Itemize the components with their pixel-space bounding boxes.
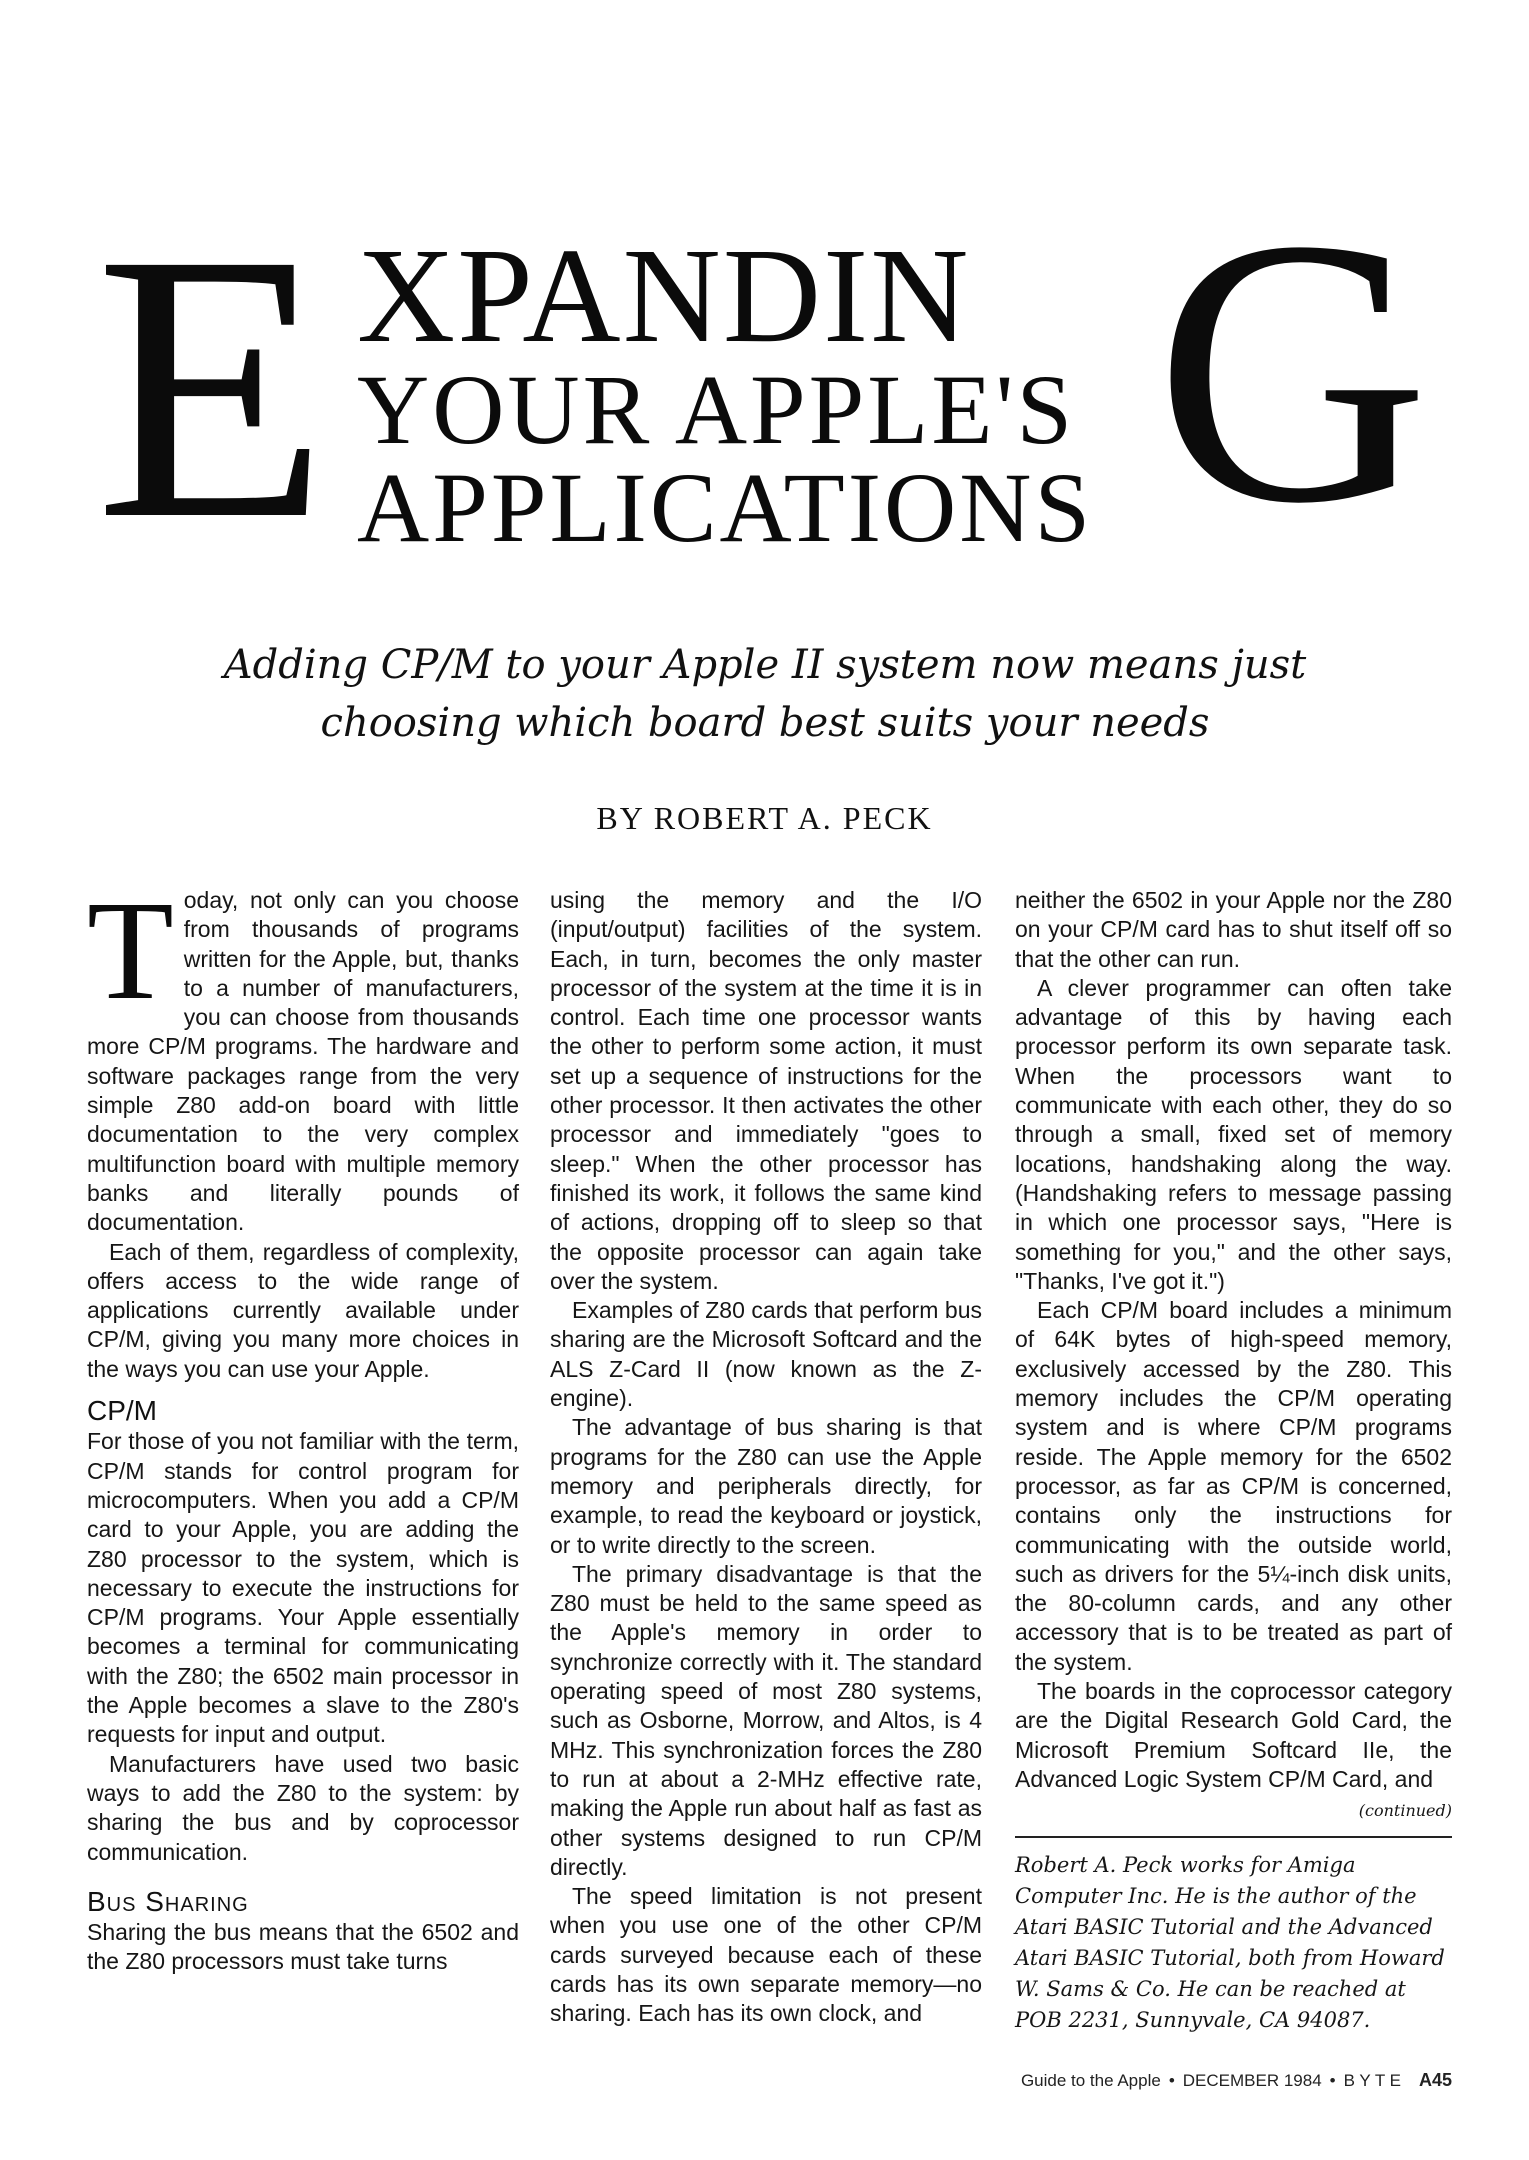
paragraph: Each of them, regardless of complexity, offers access to the wide range of applications currently available under CP/M, giving you many more choices in the ways you can use your Apple. [87,1238,519,1382]
paragraph: The primary disadvantage is that the Z80 must be held to the same speed as the Apple's memory in order to synchronize correctly with it. The standard operating speed of most Z80 systems, such as Osborne, Morrow, and Altos, is 4 MHz. This synchronization forces the Z80 to run at about a 2-MHz effective rate, making the Apple run about half as fast as other systems designed to run CP/M directly. [550,1560,982,1880]
paragraph: Examples of Z80 cards that perform bus sharing are the Microsoft Softcard and the ALS Z-Card II (now known as the Z-engine). [550,1297,982,1412]
footer-section: Guide to the Apple [1020,2071,1161,2090]
separator-dot: • [1168,2071,1175,2090]
paragraph: Each CP/M board includes a minimum of 64K bytes of high-speed memory, exclusively accessed by the Z80. This memory includes the CP/M operating system and is where CP/M programs reside. The Apple memory for the 6502 processor, as far as CP/M is concerned, contains only the instructions for communicating with the outside world, such as drivers for the 5¼-inch disk units, the 80-column cards, and any other accessory that is to be treated as part of the system. [1015,1297,1452,1675]
article-subtitle: Adding CP/M to your Apple II system now means just choosing which board best suits your needs [223,642,1307,746]
article-title [95,161,1455,598]
section-heading-cpm: CP/M [87,1395,157,1427]
paragraph: For those of you not familiar with the term, CP/M stands for control program for microcomputers. When you add a CP/M card to your Apple, you are adding the Z80 processor to the system, which is necessary to execute the instructions for CP/M programs. Your Apple essentially becomes a terminal for communicating with the Z80; the 6502 main processor in the Apple becomes a slave to the Z80's requests for input and output. [87,1428,519,1748]
section-heading-bus-sharing: Bus Sharing [87,1885,249,1917]
text-column-1 [87,871,519,1977]
footer-date: DECEMBER 1984 [1182,2071,1322,2090]
separator-dot: • [1329,2071,1336,2090]
page-number: A45 [1418,2070,1452,2090]
text-column-2 [550,886,982,2029]
byline: BY ROBERT A. PECK [596,800,933,836]
paragraph [87,871,519,1238]
author-bio: Robert A. Peck works for Amiga Computer Inc. He is the author of the Atari BASIC Tutorial and the Advanced Atari BASIC Tutorial, both from Howard W. Sams & Co. He can be reached at POB 2231, Sunnyvale, CA 94087. [1015,1836,1452,2036]
paragraph: The advantage of bus sharing is that programs for the Z80 can use the Apple memory and peripherals directly, for example, to read the keyboard or joystick, or to write directly to the screen. [550,1414,982,1558]
text-column-3 [1015,886,1452,2036]
continued-note: (continued) [1358,1801,1452,1821]
title-line-2: YOUR APPLE'S [357,354,1076,465]
paragraph: Sharing the bus means that the 6502 and the Z80 processors must take turns [87,1919,519,1975]
title-initial-e: E [95,175,329,598]
drop-cap: T [87,871,174,1029]
title-line-1: XPANDIN [357,221,971,371]
title-final-g: G [1155,161,1430,582]
footer-magazine: B Y T E [1343,2071,1401,2090]
paragraph: neither the 6502 in your Apple nor the Z80 on your CP/M card has to shut itself off so that the other can run. [1015,887,1452,972]
paragraph: Manufacturers have used two basic ways to add the Z80 to the system: by sharing the bus and by coprocessor communication. [87,1750,519,1865]
paragraph: using the memory and the I/O (input/output) facilities of the system. Each, in turn, becomes the only master processor of the system at the time it is in control. Each time one processor wants the other to perform some action, it must set up a sequence of instructions for the other processor. It then activates the other processor and immediately "goes to sleep." When the other processor has finished its work, it follows the same kind of actions, dropping off to sleep so that the opposite processor can again take over the system. [550,887,982,1294]
paragraph: The boards in the coprocessor category are the Digital Research Gold Card, the Microsoft Premium Softcard IIe, the Advanced Logic System CP/M Card, and [1015,1678,1452,1792]
page-footer [1021,2070,1452,2091]
title-line-3: APPLICATIONS [357,452,1094,563]
paragraph: A clever programmer can often take advantage of this by having each processor perform its own separate task. When the processors want to communicate with each other, they do so through a small, fixed set of memory locations, handshaking along the way. (Handshaking refers to message passing in which one processor says, "Here is something for you," and the other says, "Thanks, I've got it.") [1015,974,1452,1294]
paragraph-text: oday, not only can you choose from thousands of programs written for the Apple, but, thanks to a number of manufacturers, you can choose from thousands more CP/M programs. The hardware and software packages range from the very simple Z80 add-on board with little documentation to the very complex multifunction board with multiple memory banks and literally pounds of documentation. [87,887,519,1236]
paragraph: The speed limitation is not present when you use one of the other CP/M cards surveyed because each of these cards has its own separate memory—no sharing. Each has its own clock, and [550,1883,982,2027]
